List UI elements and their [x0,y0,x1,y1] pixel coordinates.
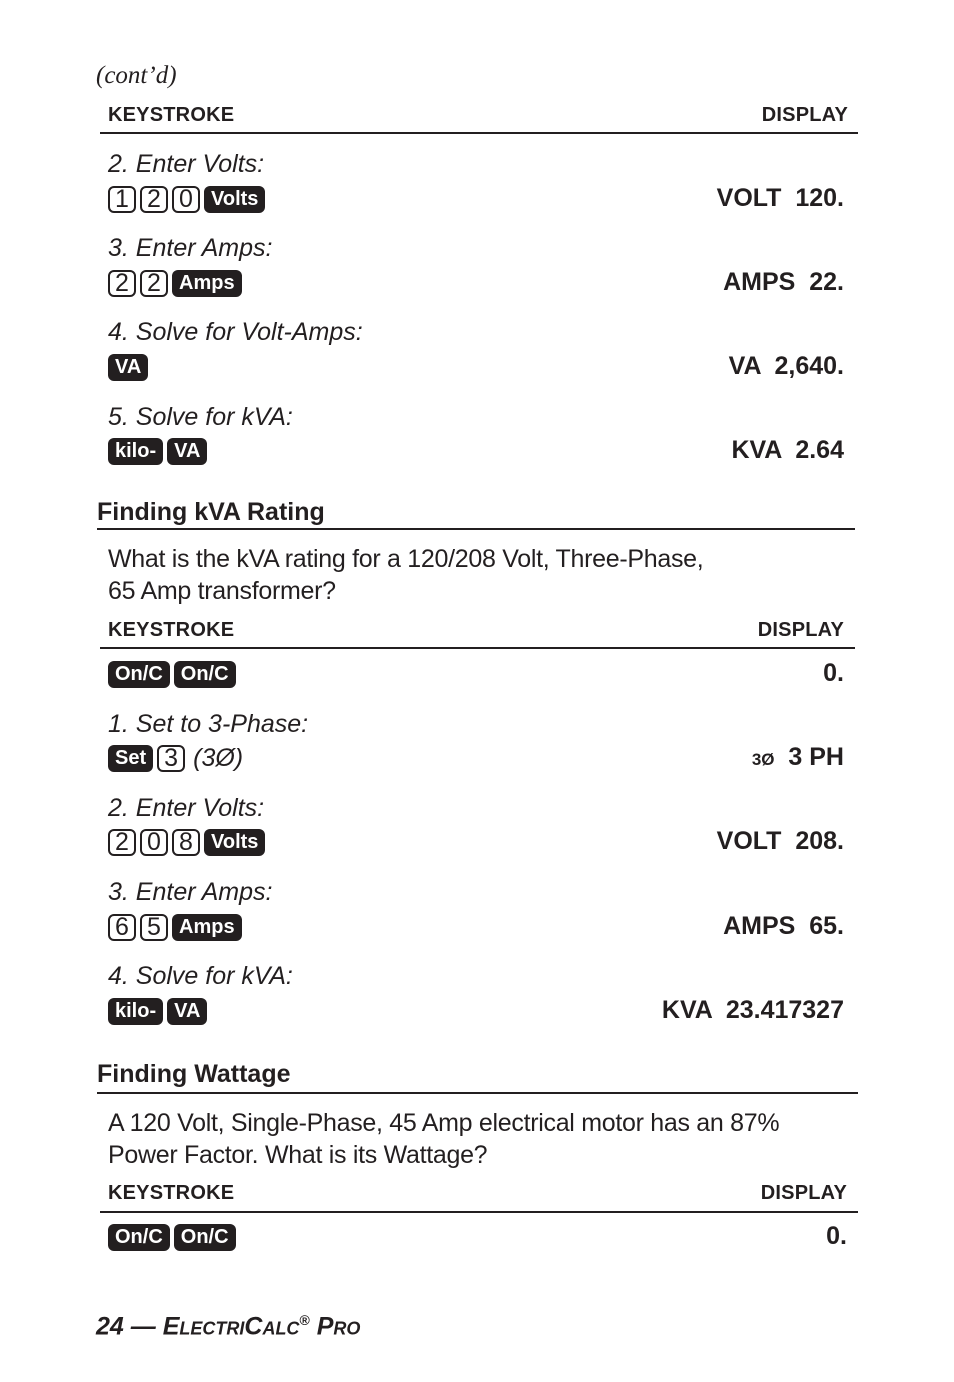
step-label: 4. Solve for Volt-Amps: [108,318,363,346]
volts-key[interactable]: Volts [204,186,265,213]
on-clear-key[interactable]: On/C [174,1224,236,1251]
key-2[interactable]: 2 [108,270,136,297]
page-footer [96,1312,360,1341]
question-line-1: A 120 Volt, Single-Phase, 45 Amp electrical motor has an 87% [108,1109,780,1137]
question-line-1: What is the kVA rating for a 120/208 Volt, Three-Phase, [108,545,704,573]
header-rule [100,647,855,649]
display-value: AMPS 65. [723,912,844,940]
page-number: 24 — [96,1312,156,1341]
key-0[interactable]: 0 [140,829,168,856]
keystroke-sequence [108,659,236,689]
continued-label: (cont’d) [96,62,177,89]
display-text: 3 PH [788,743,844,771]
display-value: VOLT 120. [716,184,844,212]
key-3[interactable]: 3 [157,745,185,772]
section-title: Finding kVA Rating [97,498,325,526]
key-8[interactable]: 8 [172,829,200,856]
question-line-2: Power Factor. What is its Wattage? [108,1141,488,1169]
keystroke-sequence [108,436,207,466]
step-label: 5. Solve for kVA: [108,403,293,431]
key-2[interactable]: 2 [140,186,168,213]
on-clear-key[interactable]: On/C [174,661,236,688]
display-value: KVA 2.64 [731,436,844,464]
va-key[interactable]: VA [167,998,207,1025]
display-value: 0. [826,1222,847,1250]
keystroke-sequence [108,743,243,773]
key-2[interactable]: 2 [140,270,168,297]
key-5[interactable]: 5 [140,914,168,941]
question-line-2: 65 Amp transformer? [108,577,336,605]
brand-suffix: Pro [316,1312,361,1341]
keystroke-header: KEYSTROKE [108,104,235,126]
keystroke-sequence [108,996,207,1026]
keystroke-sequence [108,352,148,382]
step-label: 2. Enter Volts: [108,794,265,822]
brand-name: ElectriCalc [162,1312,300,1341]
key-0[interactable]: 0 [172,186,200,213]
keystroke-sequence [108,827,265,857]
section-title: Finding Wattage [97,1060,291,1088]
step-label: 2. Enter Volts: [108,150,265,178]
display-value: 0. [823,659,844,687]
kilo-key[interactable]: kilo- [108,998,163,1025]
amps-key[interactable]: Amps [172,914,242,941]
va-key[interactable]: VA [108,354,148,381]
set-key[interactable]: Set [108,745,153,772]
step-label: 1. Set to 3-Phase: [108,710,309,738]
three-phase-note: (3Ø) [193,743,244,772]
keystroke-sequence [108,1222,236,1252]
keystroke-sequence [108,912,242,942]
keystroke-sequence [108,268,242,298]
header-rule [100,132,858,134]
on-clear-key[interactable]: On/C [108,1224,170,1251]
display-value [752,743,844,772]
display-header: DISPLAY [761,104,848,126]
display-header: DISPLAY [757,619,844,641]
header-rule [100,1211,858,1213]
key-2[interactable]: 2 [108,829,136,856]
step-label: 3. Enter Amps: [108,878,273,906]
display-header: DISPLAY [760,1182,847,1204]
display-value: KVA 23.417327 [661,996,844,1024]
on-clear-key[interactable]: On/C [108,661,170,688]
title-rule [97,528,855,530]
keystroke-header: KEYSTROKE [108,619,235,641]
display-value: VOLT 208. [716,827,844,855]
display-value: AMPS 22. [723,268,844,296]
step-label: 4. Solve for kVA: [108,962,293,990]
key-1[interactable]: 1 [108,186,136,213]
key-6[interactable]: 6 [108,914,136,941]
va-key[interactable]: VA [167,438,207,465]
kilo-key[interactable]: kilo- [108,438,163,465]
keystroke-header: KEYSTROKE [108,1182,235,1204]
title-rule [97,1092,858,1094]
step-label: 3. Enter Amps: [108,234,273,262]
three-phase-indicator: 3Ø [751,750,775,769]
amps-key[interactable]: Amps [172,270,242,297]
display-value: VA 2,640. [728,352,844,380]
keystroke-sequence [108,184,265,214]
volts-key[interactable]: Volts [204,829,265,856]
registered-mark: ® [299,1312,310,1328]
